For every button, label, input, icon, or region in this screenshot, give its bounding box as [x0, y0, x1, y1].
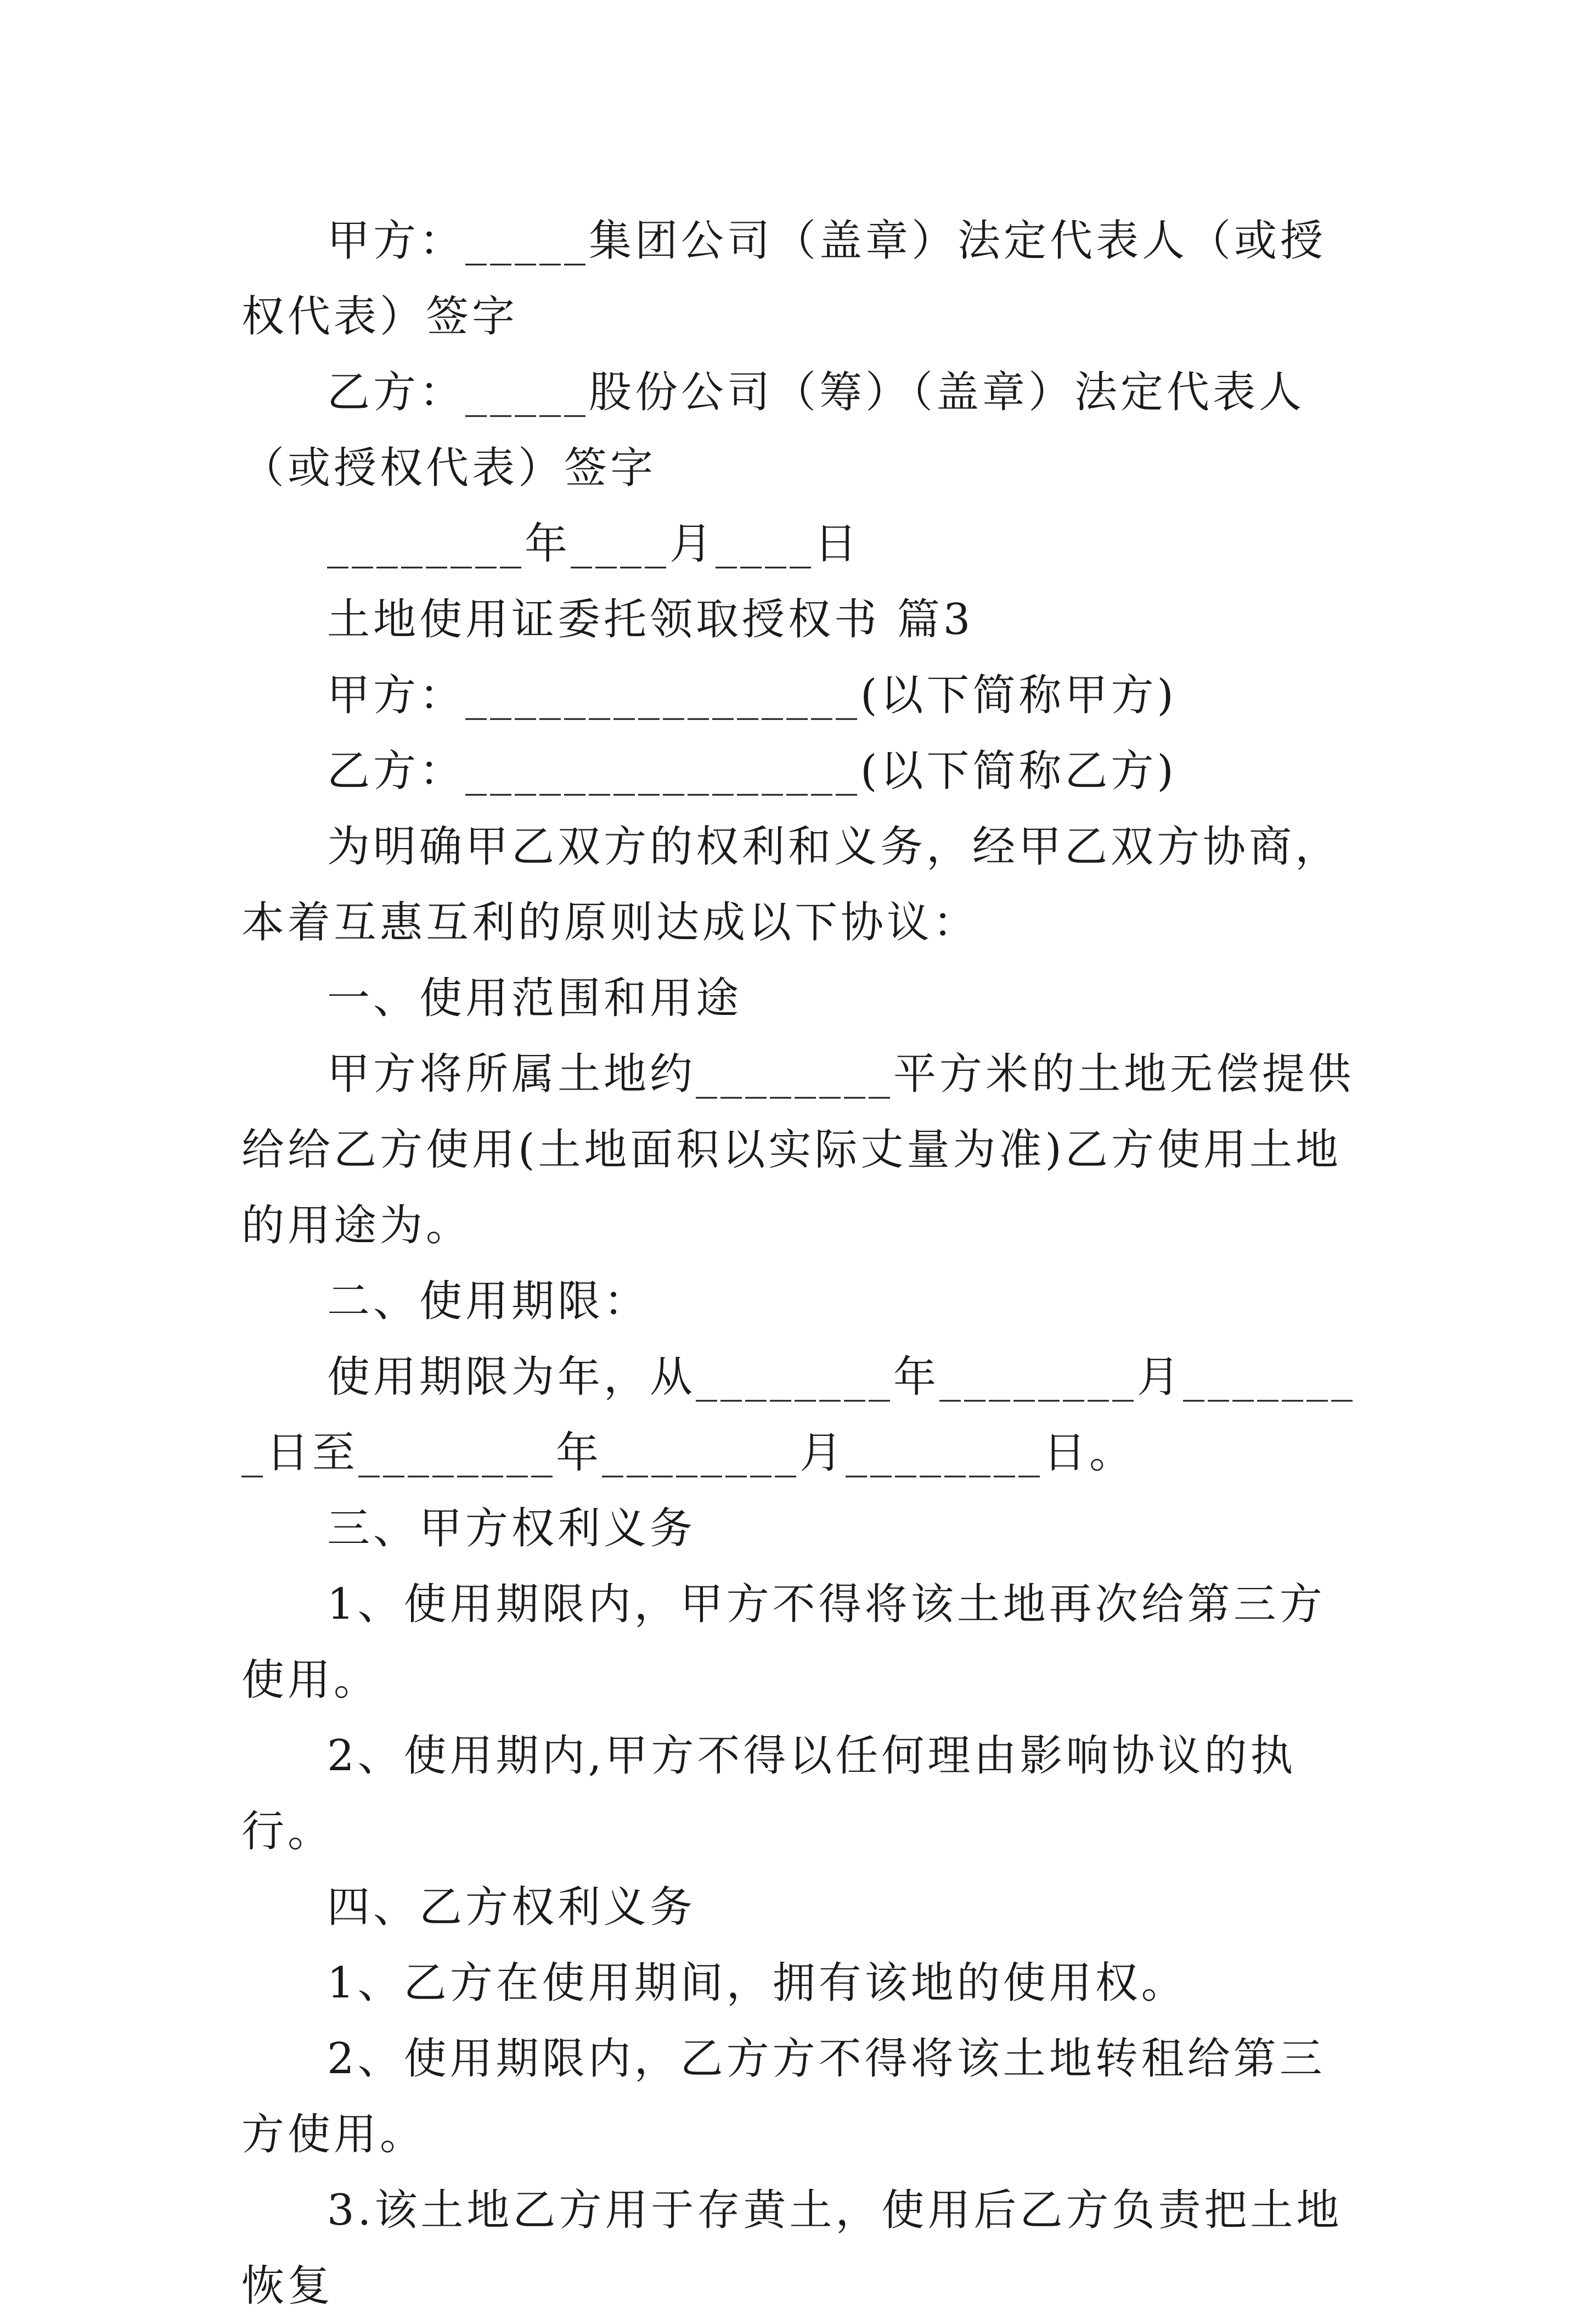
paragraph-party-b-right-3: 3.该土地乙方用于存黄土，使用后乙方负责把土地恢复	[241, 2186, 1343, 2311]
paragraph-party-a-signature: 甲方：_____集团公司（盖章）法定代表人（或授权代表）签字	[241, 216, 1327, 341]
heading-term: 二、使用期限：	[327, 1277, 650, 1326]
paragraph-party-b: 乙方：________________(以下简称乙方)	[327, 746, 1177, 796]
heading-party-a-rights: 三、甲方权利义务	[327, 1504, 696, 1553]
paragraph-party-b-signature: 乙方：_____股份公司（筹）（盖章）法定代表人（或授权代表）签字	[241, 368, 1305, 493]
heading-party-b-rights: 四、乙方权利义务	[327, 1883, 696, 1932]
paragraph-party-b-right-1: 1、乙方在使用期间，拥有该地的使用权。	[327, 1958, 1187, 2008]
section-title: 土地使用证委托领取授权书 篇3	[327, 595, 974, 644]
heading-scope: 一、使用范围和用途	[327, 974, 742, 1023]
paragraph-party-a-right-1: 1、使用期限内，甲方不得将该土地再次给第三方使用。	[241, 1580, 1326, 1705]
paragraph-term: 使用期限为年，从________年________月________日至________年________月________日。	[241, 1352, 1356, 1478]
document-body	[241, 203, 1361, 2324]
paragraph-preamble: 为明确甲乙双方的权利和义务，经甲乙双方协商，本着互惠互利的原则达成以下协议：	[241, 822, 1342, 947]
paragraph-party-a: 甲方：________________(以下简称甲方)	[327, 671, 1177, 720]
paragraph-party-a-right-2: 2、使用期内,甲方不得以任何理由影响协议的执行。	[241, 1731, 1297, 1856]
paragraph-date-line: ________年____月____日	[327, 519, 861, 569]
paragraph-party-b-right-2: 2、使用期限内，乙方方不得将该土地转租给第三方使用。	[241, 2034, 1326, 2159]
paragraph-scope: 甲方将所属土地约________平方米的土地无偿提供给给乙方使用(土地面积以实际丈量为准)乙方使用土地的用途为。	[241, 1049, 1355, 1250]
